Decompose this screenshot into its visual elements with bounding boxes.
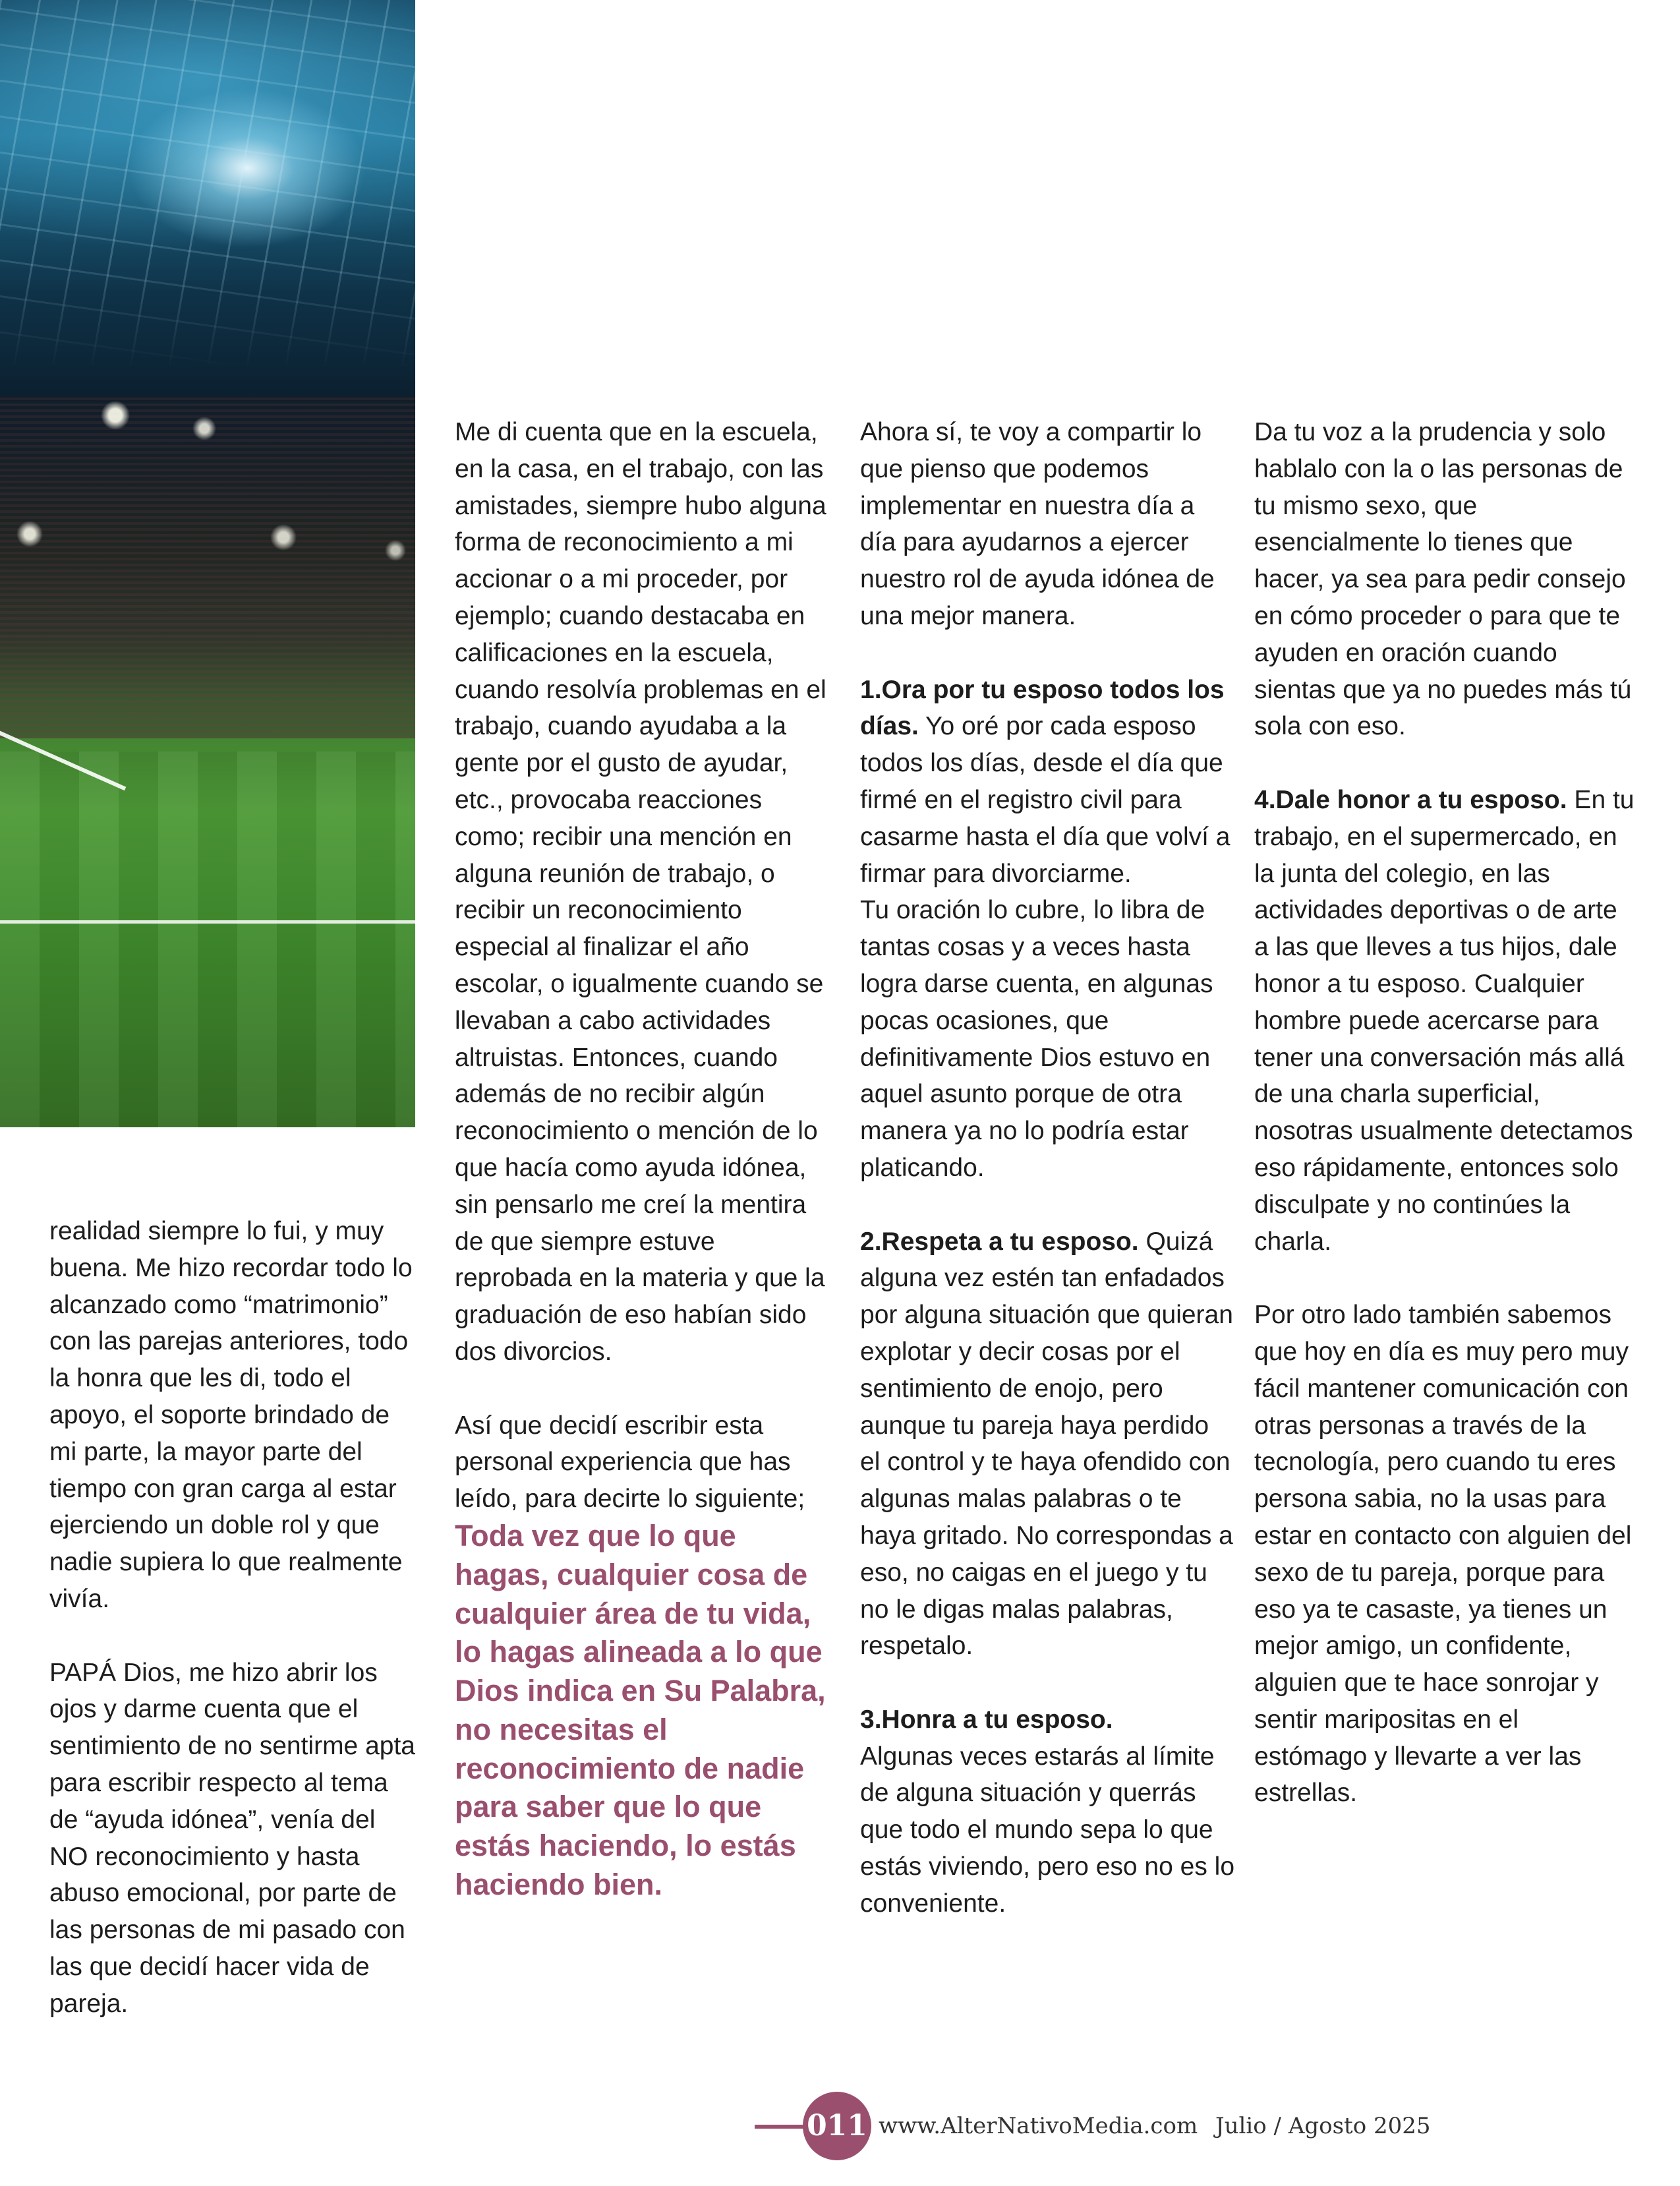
tip-heading: 2.Respeta a tu esposo.	[860, 1227, 1139, 1256]
tip-text: Quizá alguna vez estén tan enfadados por alguna situación que quieran explotar y decir cosas por el sentimiento de enojo, pero aunque tu pareja haya perdido el control y te haya ofendido con algunas malas palabras o te haya gritado. No correspondas a eso, no caigas en el juego y tu no le digas malas palabras, respetalo.	[860, 1227, 1233, 1661]
paragraph: Ahora sí, te voy a compartir lo que pienso que podemos implementar en nuestra día a día para ayudarnos a ejercer nuestro rol de ayuda idónea de una mejor manera.	[860, 418, 1215, 630]
pitch-grass	[0, 752, 415, 1127]
footer-info	[879, 2106, 1441, 2146]
paragraph: realidad siempre lo fui, y muy buena. Me hizo recordar todo lo alcanzado como “matrimonio” con las parejas anteriores, todo la honra que les di, todo el apoyo, el soporte brindado de mi parte, la mayor parte del tiempo con gran carga al estar ejerciendo un doble rol y que nadie supiera lo que realmente vivía.	[49, 1217, 413, 1613]
tip-heading: 4.Dale honor a tu esposo.	[1254, 785, 1567, 814]
article-column-1	[49, 1213, 419, 2023]
paragraph: Por otro lado también sabemos que hoy en día es muy pero muy fácil mantener comunicación con otras personas a través de la tecnología, pero cuando tu eres persona sabia, no la usas para estar en contacto con alguien del sexo de tu pareja, porque para eso ya te casaste, ya tienes un mejor amigo, un confidente, alguien que te hace sonrojar y sentir maripositas en el estómago y llevarte a ver las estrellas.	[1254, 1301, 1632, 1808]
paragraph	[455, 1407, 830, 1905]
article-column-4	[1254, 414, 1637, 1812]
tip-text: En tu trabajo, en el supermercado, en la junta del colegio, en las actividades deportivas o de arte a las que lleves a tus hijos, dale honor a tu esposo. Cualquier hombre puede acercarse para tener una conversación más allá de una charla superficial, nosotras usualmente detectamos eso rápidamente, entonces solo disculpate y no continúes la charla.	[1254, 785, 1635, 1256]
tip-1	[860, 672, 1236, 1187]
website-link[interactable]: www.AlterNativoMedia.com	[879, 2113, 1198, 2139]
article-column-3	[860, 414, 1236, 1922]
paragraph-text: Así que decidí escribir esta personal experiencia que has leído, para decirte lo siguiente;	[455, 1411, 805, 1514]
tip-text: Tu oración lo cubre, lo libra de tantas cosas y a veces hasta logra darse cuenta, en algunas pocas ocasiones, que definitivamente Dios estuvo en aquel asunto porque de otra manera ya no lo podría estar platicando.	[860, 896, 1213, 1182]
tip-2	[860, 1224, 1236, 1665]
pitch-line-horizontal	[0, 920, 415, 924]
paragraph: PAPÁ Dios, me hizo abrir los ojos y darme cuenta que el sentimiento de no sentirme apta para escribir respecto al tema de “ayuda idónea”, venía del NO reconocimiento y hasta abuso emocional, por parte de las personas de mi pasado con las que decidí hacer vida de pareja.	[49, 1658, 415, 2018]
issue-date: Julio / Agosto 2025	[1215, 2113, 1431, 2139]
footer-accent-line	[755, 2125, 807, 2129]
tip-4	[1254, 782, 1637, 1260]
stadium-roof	[0, 0, 415, 369]
article-column-2	[455, 414, 830, 1905]
tip-heading: 3.Honra a tu esposo.	[860, 1705, 1113, 1734]
paragraph: Da tu voz a la prudencia y solo hablalo con la o las personas de tu mismo sexo, que esencialmente lo tienes que hacer, ya sea para pedir consejo en cómo proceder o para que te ayuden en oración cuando sientas que ya no puedes más tú sola con eso.	[1254, 418, 1632, 741]
stadium-photo	[0, 0, 415, 1127]
page-number: 011	[803, 2092, 871, 2160]
tip-text: Algunas veces estarás al límite de alguna situación y querrás que todo el mundo sepa lo que estás viviendo, pero eso no es lo conveniente.	[860, 1742, 1235, 1918]
paragraph: Me di cuenta que en la escuela, en la casa, en el trabajo, con las amistades, siempre hubo alguna forma de reconocimiento a mi accionar o a mi proceder, por ejemplo; cuando destacaba en calificaciones en la escuela, cuando resolvía problemas en el trabajo, cuando ayudaba a la gente por el gusto de ayudar, etc., provocaba reacciones como; recibir una mención en alguna reunión de trabajo, o recibir un reconocimiento especial al finalizar el año escolar, o igualmente cuando se llevaban a cabo actividades altruistas. Entonces, cuando además de no recibir algún reconocimiento o mención de lo que hacía como ayuda idónea, sin pensarlo me creí la mentira de que siempre estuve reprobada en la materia y que la graduación de eso habían sido dos divorcios.	[455, 418, 826, 1366]
page-footer	[0, 2090, 1680, 2162]
tip-text: Yo oré por cada esposo todos los días, desde el día que firmé en el registro civil para casarme hasta el día que volví a firmar para divorciarme.	[860, 712, 1231, 888]
tip-heading: 1.Ora por tu esposo todos los días.	[860, 675, 1225, 741]
tip-3	[860, 1701, 1236, 1922]
highlight-quote: Toda vez que lo que hagas, cualquier cosa de cualquier área de tu vida, lo hagas alineada a lo que Dios indica en Su Palabra, no necesitas el reconocimiento de nadie para saber que lo que estás haciendo, lo estás haciendo bien.	[455, 1518, 826, 1902]
stadium-crowd	[0, 396, 415, 738]
